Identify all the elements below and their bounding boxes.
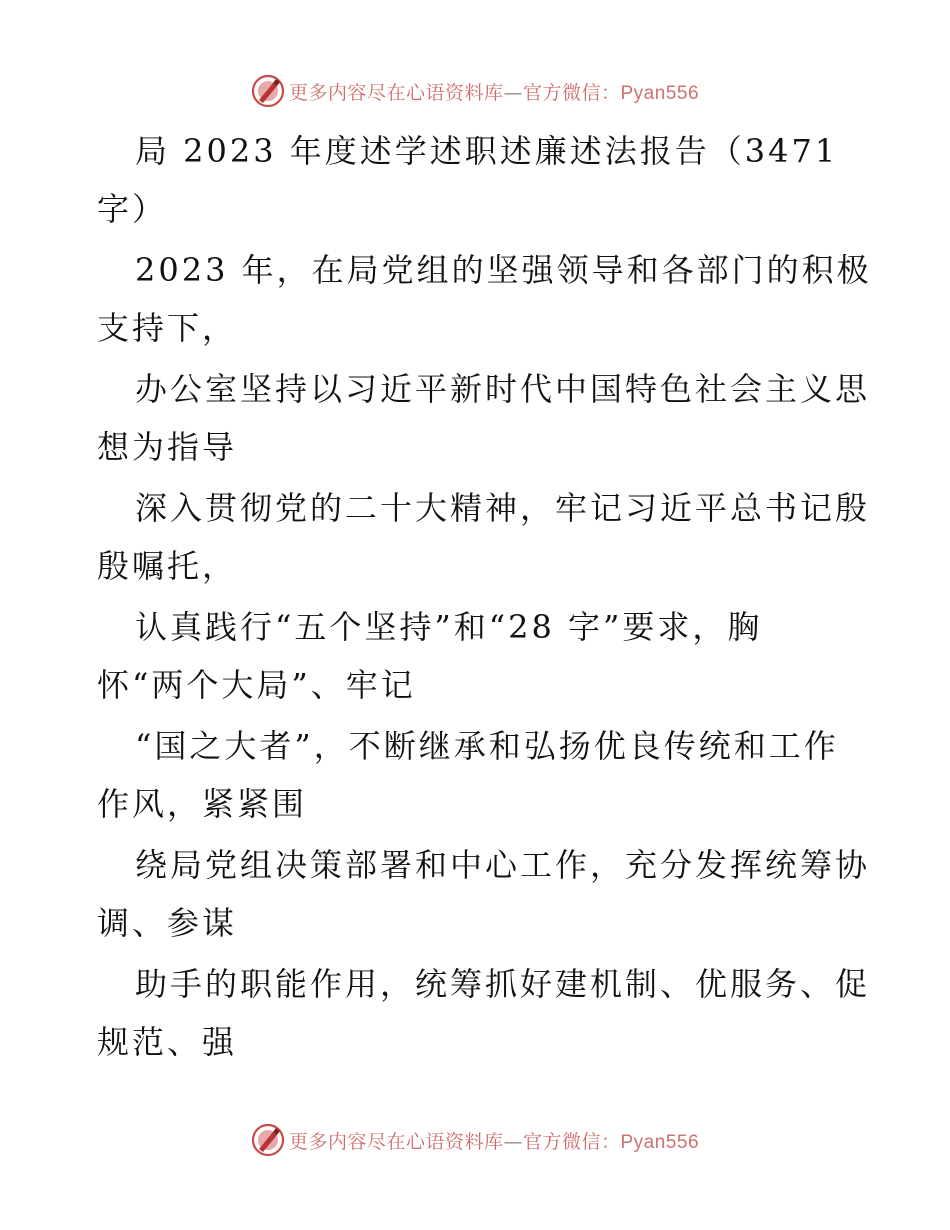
- document-body: [97, 122, 872, 1074]
- document-title: [97, 122, 857, 238]
- paragraph: [97, 360, 871, 476]
- paragraph: [97, 955, 871, 1071]
- footer-wechat-label: 官方微信：: [522, 1130, 621, 1153]
- paragraph: [97, 717, 857, 833]
- paragraph-line: “国之大者”，不断继承和弘扬优良传统和工作: [135, 727, 839, 765]
- header-dash: —: [503, 81, 523, 104]
- paragraph-line: 办公室坚持以习近平新时代中国特色社会主义思: [135, 370, 871, 408]
- paragraph: [97, 836, 871, 952]
- paragraph-line: 认真践行“五个坚持”和“28 字”要求，胸: [135, 608, 763, 646]
- paragraph-line: 绕局党组决策部署和中心工作，充分发挥统筹协: [135, 846, 871, 884]
- footer-library-text: 更多内容尽在心语资料库: [288, 1130, 504, 1153]
- header-wechat-handle: Pyan556: [620, 82, 700, 104]
- paragraph-line: 怀“两个大局”、牢记: [97, 666, 416, 704]
- paragraph-line: 助手的职能作用，统筹抓好建机制、优服务、促: [135, 965, 871, 1003]
- footer-wechat-handle: Pyan556: [620, 1131, 700, 1153]
- footer-banner-text: [289, 1127, 699, 1154]
- header-banner-text: [289, 78, 699, 105]
- paragraph-line: 殷嘱托，: [97, 547, 238, 585]
- paragraph-line: 规范、强: [97, 1023, 238, 1061]
- paragraph: [97, 241, 872, 357]
- header-banner: [0, 71, 950, 111]
- pen-logo-icon: [251, 1123, 285, 1157]
- paragraph: [97, 479, 871, 595]
- footer-dash: —: [503, 1130, 523, 1153]
- footer-banner: [0, 1120, 950, 1160]
- header-library-text: 更多内容尽在心语资料库: [288, 81, 504, 104]
- paragraph-line: 字）: [97, 190, 168, 228]
- pen-logo-icon: [251, 74, 285, 108]
- paragraph-line: 支持下，: [97, 309, 238, 347]
- header-wechat-label: 官方微信：: [522, 81, 621, 104]
- paragraph-line: 作风，紧紧围: [97, 785, 308, 823]
- paragraph-line: 2023 年，在局党组的坚强领导和各部门的积极: [135, 251, 872, 289]
- paragraph-line: 深入贯彻党的二十大精神，牢记习近平总书记殷: [135, 489, 871, 527]
- paragraph-line: 局 2023 年度述学述职述廉述法报告（3471: [135, 132, 839, 170]
- paragraph-line: 想为指导: [97, 428, 238, 466]
- paragraph: [97, 598, 857, 714]
- paragraph-line: 调、参谋: [97, 904, 238, 942]
